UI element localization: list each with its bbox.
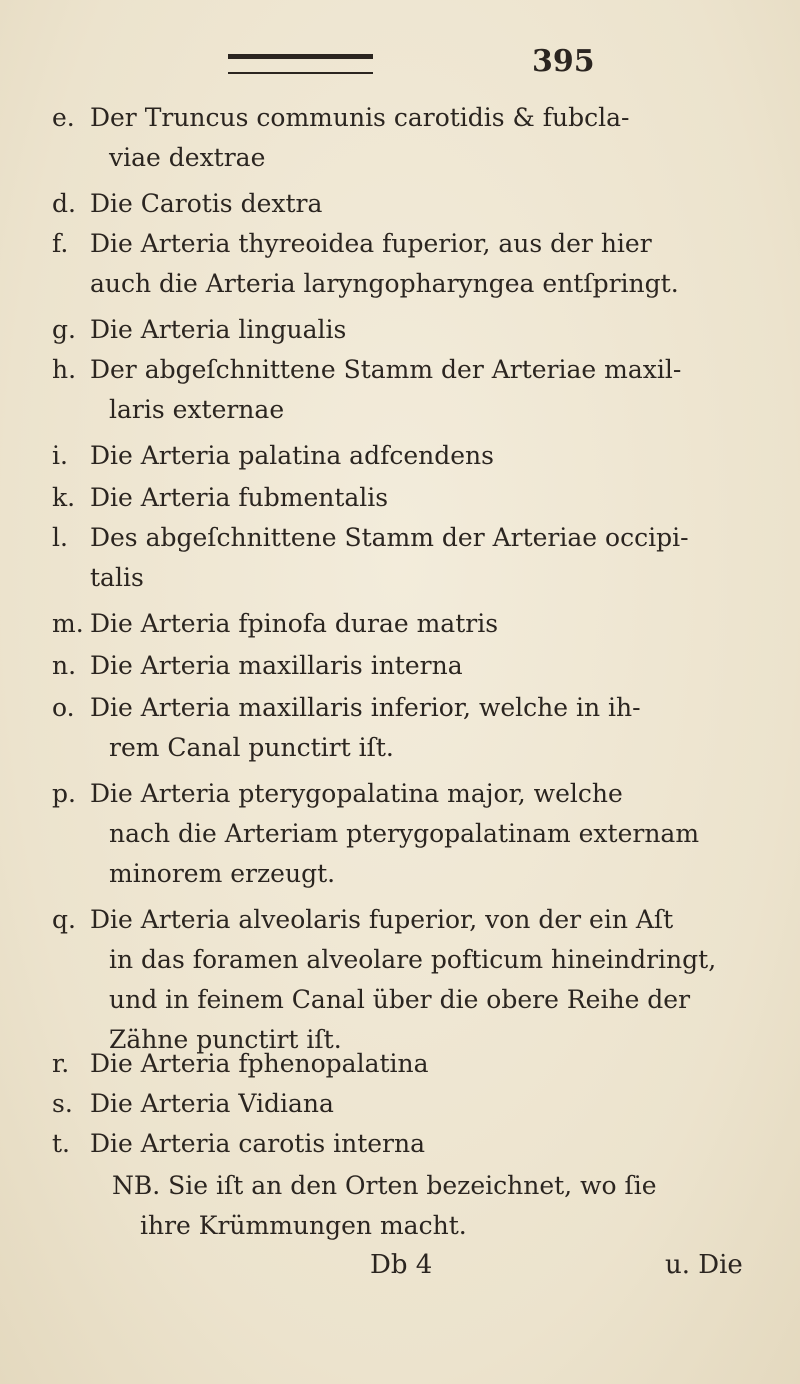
legend-text: rem Canal punctirt iſt. <box>109 733 394 762</box>
legend-key: r. <box>52 1049 70 1078</box>
legend-key: q. <box>52 905 76 934</box>
legend-entry <box>52 518 767 598</box>
legend-text: nach die Arteriam pterygopalatinam externam <box>109 819 700 848</box>
legend-text: Des abgeſchnittene Stamm der Arteriae occipi- <box>89 523 689 552</box>
legend-entry <box>52 184 767 224</box>
legend-entry <box>52 310 767 350</box>
legend-text: in das foramen alveolare pofticum hineindringt, <box>109 945 717 974</box>
legend-entry <box>52 1124 767 1164</box>
legend-entry <box>52 1044 767 1084</box>
legend-text: Der Truncus communis carotidis & fubcla- <box>89 103 630 132</box>
page-number: 395 <box>532 44 595 79</box>
legend-text: Der abgeſchnittene Stamm der Arteriae maxil- <box>89 355 682 384</box>
legend-text: und in feinem Canal über die obere Reihe der <box>109 985 691 1014</box>
legend-entry <box>52 774 767 894</box>
legend-text: Die Arteria maxillaris inferior, welche in ih- <box>89 693 641 722</box>
legend-entry <box>52 604 767 644</box>
note-line: ihre Krümmungen macht. <box>140 1211 467 1240</box>
legend-key: h. <box>52 355 77 384</box>
legend-key: s. <box>52 1089 73 1118</box>
legend-text: Die Arteria alveolaris fuperior, von der ein Aſt <box>89 905 674 934</box>
legend-key: m. <box>52 609 84 638</box>
legend-text: Die Arteria carotis interna <box>89 1129 425 1158</box>
legend-entry <box>52 478 767 518</box>
signature-mark: Db 4 <box>370 1250 433 1280</box>
legend-key: n. <box>52 651 77 680</box>
legend-entry <box>52 688 767 768</box>
legend-text: Zähne punctirt iſt. <box>109 1025 342 1054</box>
legend-text: Die Arteria maxillaris interna <box>89 651 463 680</box>
legend-text: laris externae <box>109 395 285 424</box>
legend-text: viae dextrae <box>109 143 266 172</box>
legend-text: auch die Arteria laryngopharyngea entſpringt. <box>90 269 679 298</box>
legend-key: p. <box>52 779 76 808</box>
legend-key: f. <box>52 229 69 258</box>
legend-text: Die Arteria lingualis <box>89 315 347 344</box>
legend-entry <box>52 1084 767 1124</box>
legend-key: l. <box>52 523 68 552</box>
legend-key: o. <box>52 693 75 722</box>
legend-text: Die Arteria thyreoidea fuperior, aus der hier <box>89 229 652 258</box>
legend-key: g. <box>52 315 76 344</box>
legend-entry <box>52 900 767 1060</box>
legend-text: Die Arteria palatina adfcendens <box>89 441 494 470</box>
legend-key: d. <box>52 189 76 218</box>
legend-text: Die Arteria Vidiana <box>89 1089 334 1118</box>
legend-entry <box>52 350 767 430</box>
legend-entry <box>52 436 767 476</box>
legend-text: Die Arteria pterygopalatina major, welche <box>89 779 623 808</box>
legend-text: Die Arteria fphenopalatina <box>89 1049 429 1078</box>
legend-text: Die Arteria fubmentalis <box>89 483 389 512</box>
legend-text: Die Arteria fpinofa durae matris <box>89 609 499 638</box>
legend-entry <box>52 224 767 304</box>
legend-key: t. <box>52 1129 70 1158</box>
legend-text: talis <box>90 563 144 592</box>
legend-text: Die Carotis dextra <box>89 189 323 218</box>
catchword: u. Die <box>665 1250 743 1280</box>
legend-key: i. <box>52 441 68 470</box>
legend-key: k. <box>52 483 76 512</box>
note-line: NB. Sie iſt an den Orten bezeichnet, wo ſie <box>112 1171 657 1200</box>
legend-entry <box>52 646 767 686</box>
legend-entry <box>52 98 767 178</box>
legend-text: minorem erzeugt. <box>109 859 336 888</box>
legend-key: e. <box>52 103 75 132</box>
nota-bene <box>112 1166 772 1246</box>
